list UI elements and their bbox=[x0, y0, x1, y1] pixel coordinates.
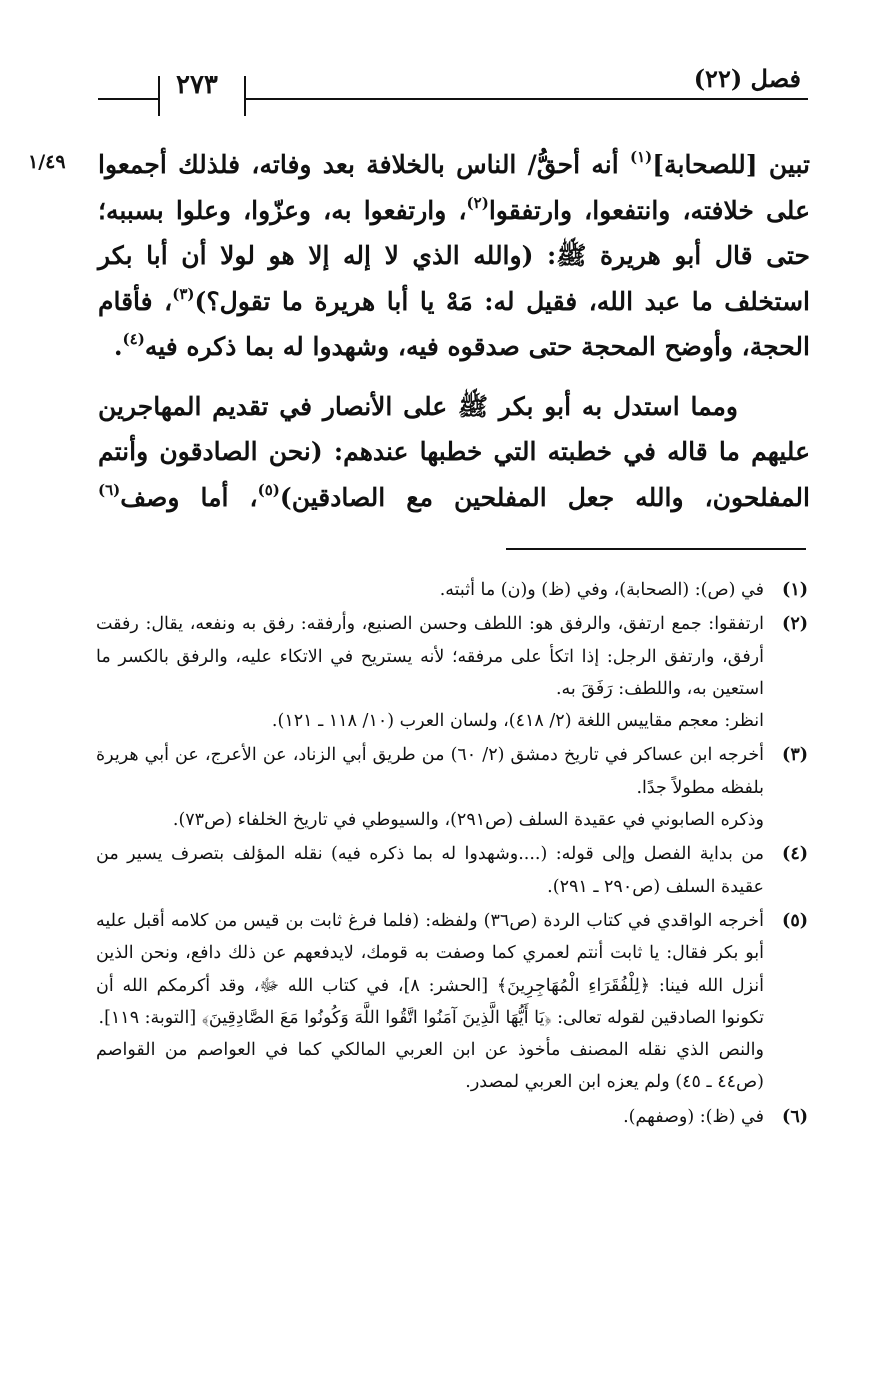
footnote-number: (٥) bbox=[782, 910, 808, 931]
footnote-text: ارتفقوا: جمع ارتفق، والرفق هو: اللطف وحسن الصنيع، وأرفقه: رفق به ونفعه، يقال: رفقت أرفق، وارتفق الرجل: إذا اتكأ على مرفقه؛ لأنه يستريح في الاتكاء عليه، والرفق بالكسر ما استعين به، واللطف: رَفَقَ به. bbox=[96, 614, 764, 699]
paragraph-2 bbox=[98, 384, 810, 521]
footnote-text: من بداية الفصل وإلى قوله: (....وشهدوا له بما ذكره فيه) نقله المؤلف بتصرف يسير من عقيدة السلف (ص٢٩٠ ـ ٢٩١). bbox=[96, 844, 764, 897]
manuscript-folio-ref: ١/٤٩ bbox=[28, 151, 66, 173]
text-run: ومما استدل به أبو بكر ﷺ على الأنصار في تقديم المهاجرين عليهم ما قاله في خطبته التي خطبها عندهم: (نحن الصادقون وأنتم المفلحون، والله جعل المفلحين مع الصادقين) bbox=[98, 391, 810, 512]
footnote-ref-1: (١) bbox=[629, 148, 653, 166]
footnote-ref-3: (٣) bbox=[172, 284, 195, 303]
footnote-ref-6: (٦) bbox=[98, 480, 121, 499]
footnote-1 bbox=[96, 574, 808, 606]
footnote-text: في (ص): (الصحابة)، وفي (ظ) و(ن) ما أثبته. bbox=[439, 580, 764, 600]
footnote-text: أخرجه ابن عساكر في تاريخ دمشق (٢/ ٦٠) من طريق أبي الزناد، عن الأعرج، عن أبي هريرة بلفظه مطولاً جدًا. bbox=[96, 745, 765, 798]
text-run: ، وارتفعوا به، وعزّوا، وعلوا بسببه؛ حتى قال أبو هريرة ﷺ: (والله الذي لا إله إلا هو لولا أن أبا بكر استخلف ما عبد الله، فقيل له: مَهْ يا أبا هريرة ما تقول؟) bbox=[98, 195, 810, 316]
text-run: ، أما وصف bbox=[120, 482, 258, 512]
text-run: أنه أحقُّ/ الناس بالخلافة بعد وفاته، فلذلك أجمعوا على خلافته، وانتفعوا، وارتفقوا bbox=[98, 150, 810, 225]
page-number: ٢٧٣ bbox=[176, 70, 218, 100]
header-divider-left bbox=[158, 76, 160, 116]
footnote-3 bbox=[96, 739, 808, 836]
footnote-2 bbox=[96, 608, 808, 737]
header-rule-right bbox=[246, 98, 808, 100]
footnote-number: (١) bbox=[782, 580, 808, 600]
footnote-ref-5: (٥) bbox=[257, 480, 280, 499]
footnote-ref-4: (٤) bbox=[122, 330, 145, 348]
text-run: . bbox=[113, 332, 123, 361]
text-run: ، فأقام الحجة، وأوضح المحجة حتى صدقوه فيه، وشهدوا له بما ذكره فيه bbox=[98, 286, 810, 361]
footnote-text: وذكره الصابوني في عقيدة السلف (ص٢٩١)، والسيوطي في تاريخ الخلفاء (ص٧٣). bbox=[172, 810, 764, 831]
footnote-number: (٤) bbox=[782, 844, 808, 865]
footnote-number: (٣) bbox=[782, 745, 808, 766]
footnote-text: انظر: معجم مقاييس اللغة (٢/ ٤١٨)، ولسان العرب (١٠/ ١١٨ ـ ١٢١). bbox=[271, 711, 764, 732]
footnote-ref-2: (٢) bbox=[466, 193, 489, 212]
footnote-text: في (ظ): (وصفهم). bbox=[623, 1106, 764, 1127]
footnote-number: (٦) bbox=[782, 1106, 808, 1127]
footnote-text: أخرجه الواقدي في كتاب الردة (ص٣٦) ولفظه: (فلما فرغ ثابت بن قيس من كلامه أقبل عليه أبو بكر فقال: يا ثابت أنتم لعمري كما وصفت به قومك، لايدفعهم عن ذلك دافع، ونحن الذين أنزل الله فينا: ﴿لِلْفُقَرَاءِ الْمُهَاجِرِينَ﴾ [الحشر: ٨]، في كتاب الله ﷻ، وقد أكرمكم الله أن تكونوا الصادقين لقوله تعالى: ﴿يَا أَيُّهَا الَّذِينَ آمَنُوا اتَّقُوا اللَّهَ وَكُونُوا مَعَ الصَّادِقِينَ﴾ [التوبة: ١١٩]. bbox=[96, 910, 764, 1028]
footnote-5 bbox=[96, 905, 808, 1099]
footnotes bbox=[96, 574, 808, 1135]
main-text bbox=[98, 142, 810, 520]
paragraph-1 bbox=[98, 142, 810, 370]
footnote-6 bbox=[96, 1101, 808, 1133]
footnote-text: والنص الذي نقله المصنف مأخوذ عن ابن العربي المالكي كما في العواصم من القواصم (ص٤٤ ـ ٤٥) ولم يعزه ابن العربي لمصدر. bbox=[96, 1040, 764, 1093]
chapter-title: فصل (٢٢) bbox=[693, 64, 801, 93]
footnote-4 bbox=[96, 838, 808, 903]
header-rule-left bbox=[98, 98, 160, 100]
text-run: تبين [للصحابة] bbox=[652, 150, 810, 179]
footnote-number: (٢) bbox=[782, 614, 808, 635]
footnote-separator bbox=[506, 548, 806, 550]
header-divider-right bbox=[244, 76, 246, 116]
